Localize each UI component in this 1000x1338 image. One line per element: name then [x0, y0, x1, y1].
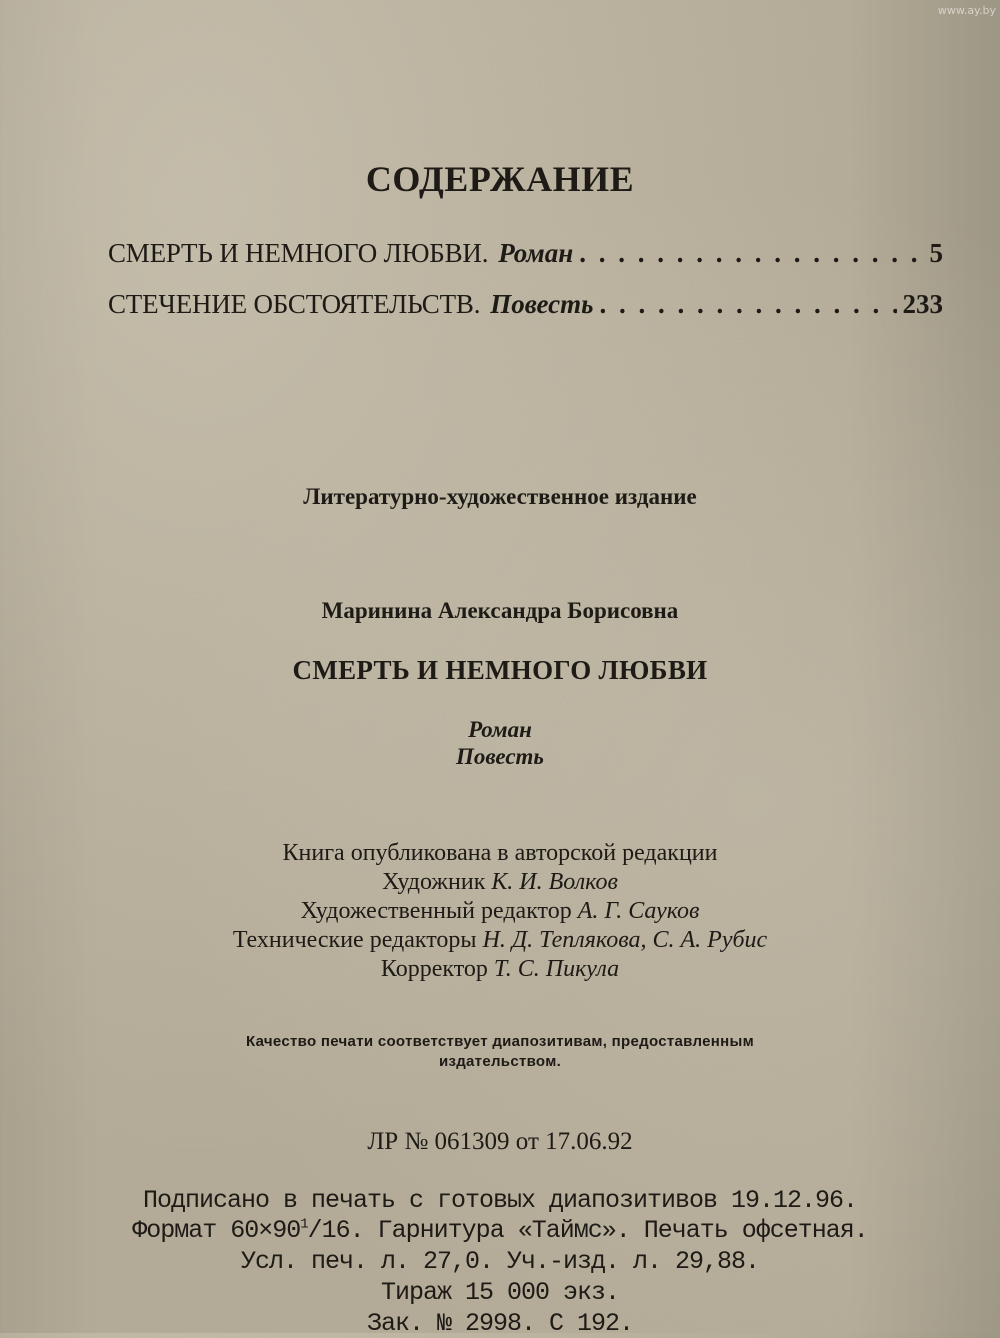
genre-novella: Повесть: [456, 744, 544, 769]
print-signed: Подписано в печать с готовых диапозитивов 19.12.96.: [142, 1186, 858, 1215]
toc-entry-page: 5: [929, 238, 943, 268]
format-superscript: 1: [300, 1216, 308, 1233]
author-name: Маринина Александра Борисовна: [321, 598, 679, 623]
toc-dot-leader: [599, 289, 896, 320]
print-order: Зак. № 2998. С 192.: [366, 1309, 634, 1338]
toc-entry-genre: Повесть: [490, 289, 594, 319]
credit-tech-editors: [0, 927, 1000, 954]
toc-entry: [108, 289, 943, 320]
credit-label: Корректор: [380, 956, 488, 982]
credit-art-editor: [0, 898, 1000, 925]
print-quality-line: издательством.: [438, 1053, 562, 1070]
genre-novel: Роман: [468, 717, 532, 742]
format-prefix: Формат 60×90: [132, 1216, 301, 1245]
watermark-text: www.ay.by: [937, 4, 996, 17]
credit-proofreader: [0, 956, 1000, 983]
toc-dot-leader: [579, 238, 923, 269]
license-number: ЛР № 061309 от 17.06.92: [367, 1128, 633, 1155]
credit-name: Т. С. Пикула: [493, 956, 620, 982]
print-run: Тираж 15 000 экз.: [380, 1278, 620, 1307]
print-quality-note: [0, 1032, 1000, 1072]
credit-label: Художник: [382, 869, 486, 895]
format-rest: /16. Гарнитура «Таймс». Печать офсетная.: [307, 1216, 868, 1245]
edition-type: Литературно-художественное издание: [303, 484, 697, 509]
credit-label: Художественный редактор: [300, 898, 572, 924]
toc-entry-title: СТЕЧЕНИЕ ОБСТОЯТЕЛЬСТВ.: [108, 289, 481, 319]
contents-heading: СОДЕРЖАНИЕ: [365, 159, 635, 199]
toc-entry: [108, 238, 943, 269]
print-quality-line: Качество печати соответствует диапозитивам, предоставленным: [246, 1033, 754, 1050]
book-title: СМЕРТЬ И НЕМНОГО ЛЮБВИ: [292, 655, 708, 685]
credit-label: Технические редакторы: [232, 927, 477, 953]
credit-name: А. Г. Сауков: [577, 898, 700, 924]
toc-entry-title: СМЕРТЬ И НЕМНОГО ЛЮБВИ.: [108, 238, 489, 268]
credit-artist: [0, 869, 1000, 896]
print-format: [0, 1216, 1000, 1245]
toc-entry-genre: Роман: [498, 238, 574, 268]
published-note: Книга опубликована в авторской редакции: [282, 840, 718, 866]
toc-entry-page: 233: [902, 289, 943, 319]
print-sheets: Усл. печ. л. 27,0. Уч.-изд. л. 29,88.: [240, 1247, 760, 1276]
credit-name: Н. Д. Теплякова, С. А. Рубис: [482, 927, 768, 953]
credit-name: К. И. Волков: [491, 869, 618, 895]
